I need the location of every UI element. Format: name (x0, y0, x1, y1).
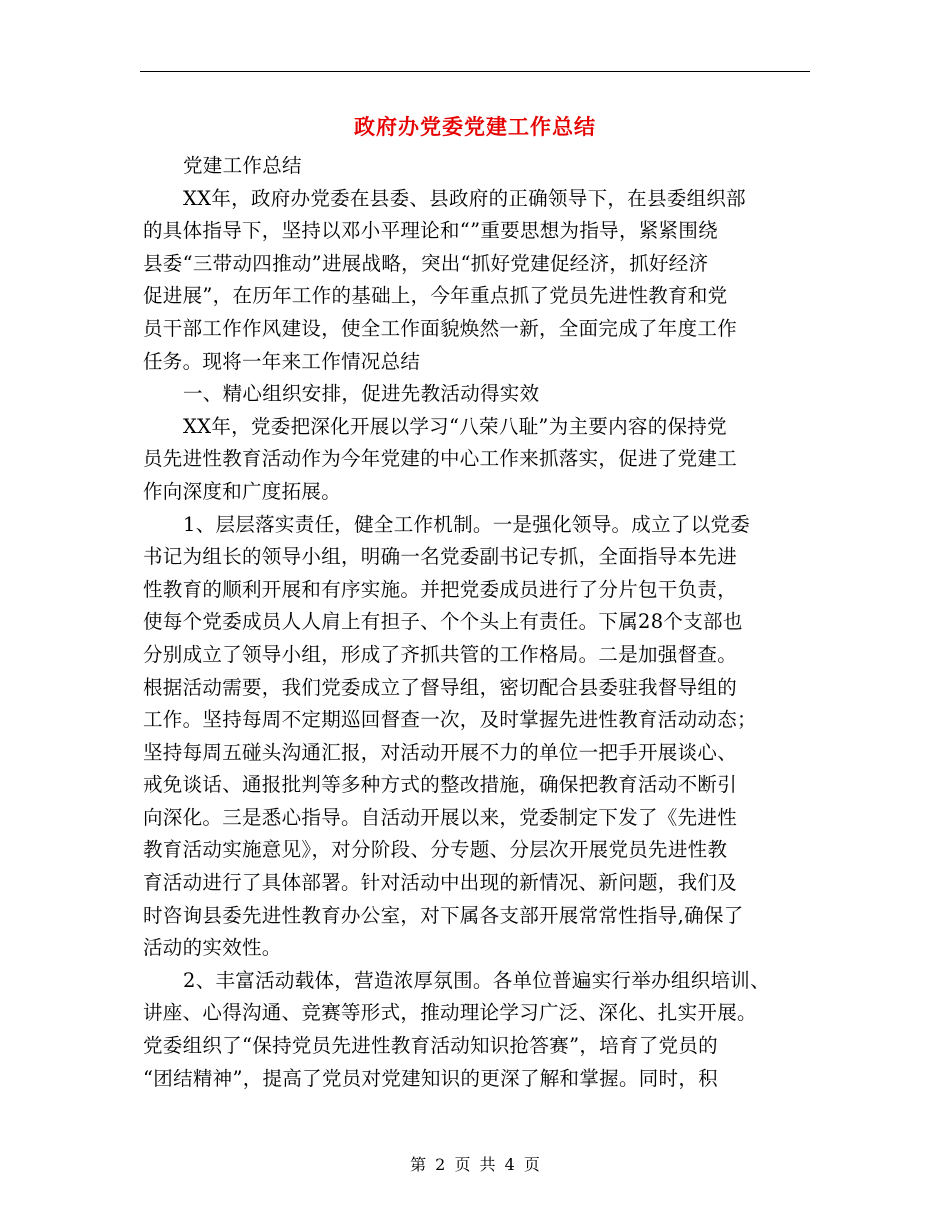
text-line: 任务。现将一年来工作情况总结 (143, 349, 421, 373)
text-line: 戒免谈话、通报批判等多种方式的整改措施，确保把教育活动不断引 (143, 773, 738, 797)
text-line: 党建工作总结 (183, 154, 302, 177)
text-line: 性教育的顺利开展和有序实施。并把党委成员进行了分片包干负责， (143, 577, 738, 601)
text-line: 分别成立了领导小组，形成了齐抓共管的工作格局。二是加强督查。 (143, 642, 738, 666)
text-line: 1、层层落实责任，健全工作机制。一是强化领导。成立了以党委 (183, 512, 751, 536)
document-title: 政府办党委党建工作总结 (354, 114, 596, 139)
text-line: 2、丰富活动载体，营造浓厚氛围。各单位普遍实行举办组织培训、 (183, 968, 770, 992)
page-footer: 第 2 页 共 4 页 (410, 1155, 540, 1174)
text-line: 书记为组长的领导小组，明确一名党委副书记专抓，全面指导本先进 (143, 545, 738, 569)
text-line: 员先进性教育活动作为今年党建的中心工作来抓落实，促进了党建工 (143, 447, 738, 471)
text-line: 向深化。三是悉心指导。自活动开展以来，党委制定下发了《先进性 (143, 805, 738, 829)
header-rule (140, 71, 810, 72)
text-line: “团结精神”，提高了党员对党建知识的更深了解和掌握。同时，积 (143, 1066, 718, 1090)
text-line: 促进展”，在历年工作的基础上，今年重点抓了党员先进性教育和党 (143, 284, 728, 308)
text-line: 使每个党委成员人人肩上有担子、个个头上有责任。下属28个支部也 (143, 610, 743, 634)
text-line: 党委组织了“保持党员先进性教育活动知识抢答赛”，培育了党员的 (143, 1034, 718, 1058)
text-line: XX年，党委把深化开展以学习“八荣八耻”为主要内容的保持党 (183, 414, 727, 438)
text-line: 教育活动实施意见》，对分阶段、分专题、分层次开展党员先进性教 (143, 838, 728, 862)
text-line: 工作。坚持每周不定期巡回督查一次，及时掌握先进性教育活动动态； (143, 708, 757, 732)
text-line: 作向深度和广度拓展。 (143, 479, 342, 503)
text-line: 时咨询县委先进性教育办公室，对下属各支部开展常常性指导,确保了 (143, 903, 744, 927)
document-body (143, 150, 813, 1095)
text-line: 员干部工作作风建设，使全工作面貌焕然一新，全面完成了年度工作 (143, 316, 738, 340)
text-line: 一、精心组织安排，促进先教活动得实效 (183, 382, 540, 406)
text-line: 坚持每周五碰头沟通汇报，对活动开展不力的单位一把手开展谈心、 (143, 740, 738, 764)
text-line: 活动的实效性。 (143, 936, 282, 960)
text-line: 育活动进行了具体部署。针对活动中出现的新情况、新问题，我们及 (143, 871, 738, 895)
text-line: XX年，政府办党委在县委、县政府的正确领导下，在县委组织部 (183, 186, 746, 210)
text-line: 讲座、心得沟通、竞赛等形式，推动理论学习广泛、深化、扎实开展。 (143, 1001, 757, 1025)
text-line: 根据活动需要，我们党委成立了督导组，密切配合县委驻我督导组的 (143, 675, 738, 699)
text-line: 的具体指导下，坚持以邓小平理论和“”重要思想为指导，紧紧围绕 (143, 219, 718, 243)
text-line: 县委“三带动四推动”进展战略，突出“抓好党建促经济，抓好经济 (143, 251, 709, 275)
